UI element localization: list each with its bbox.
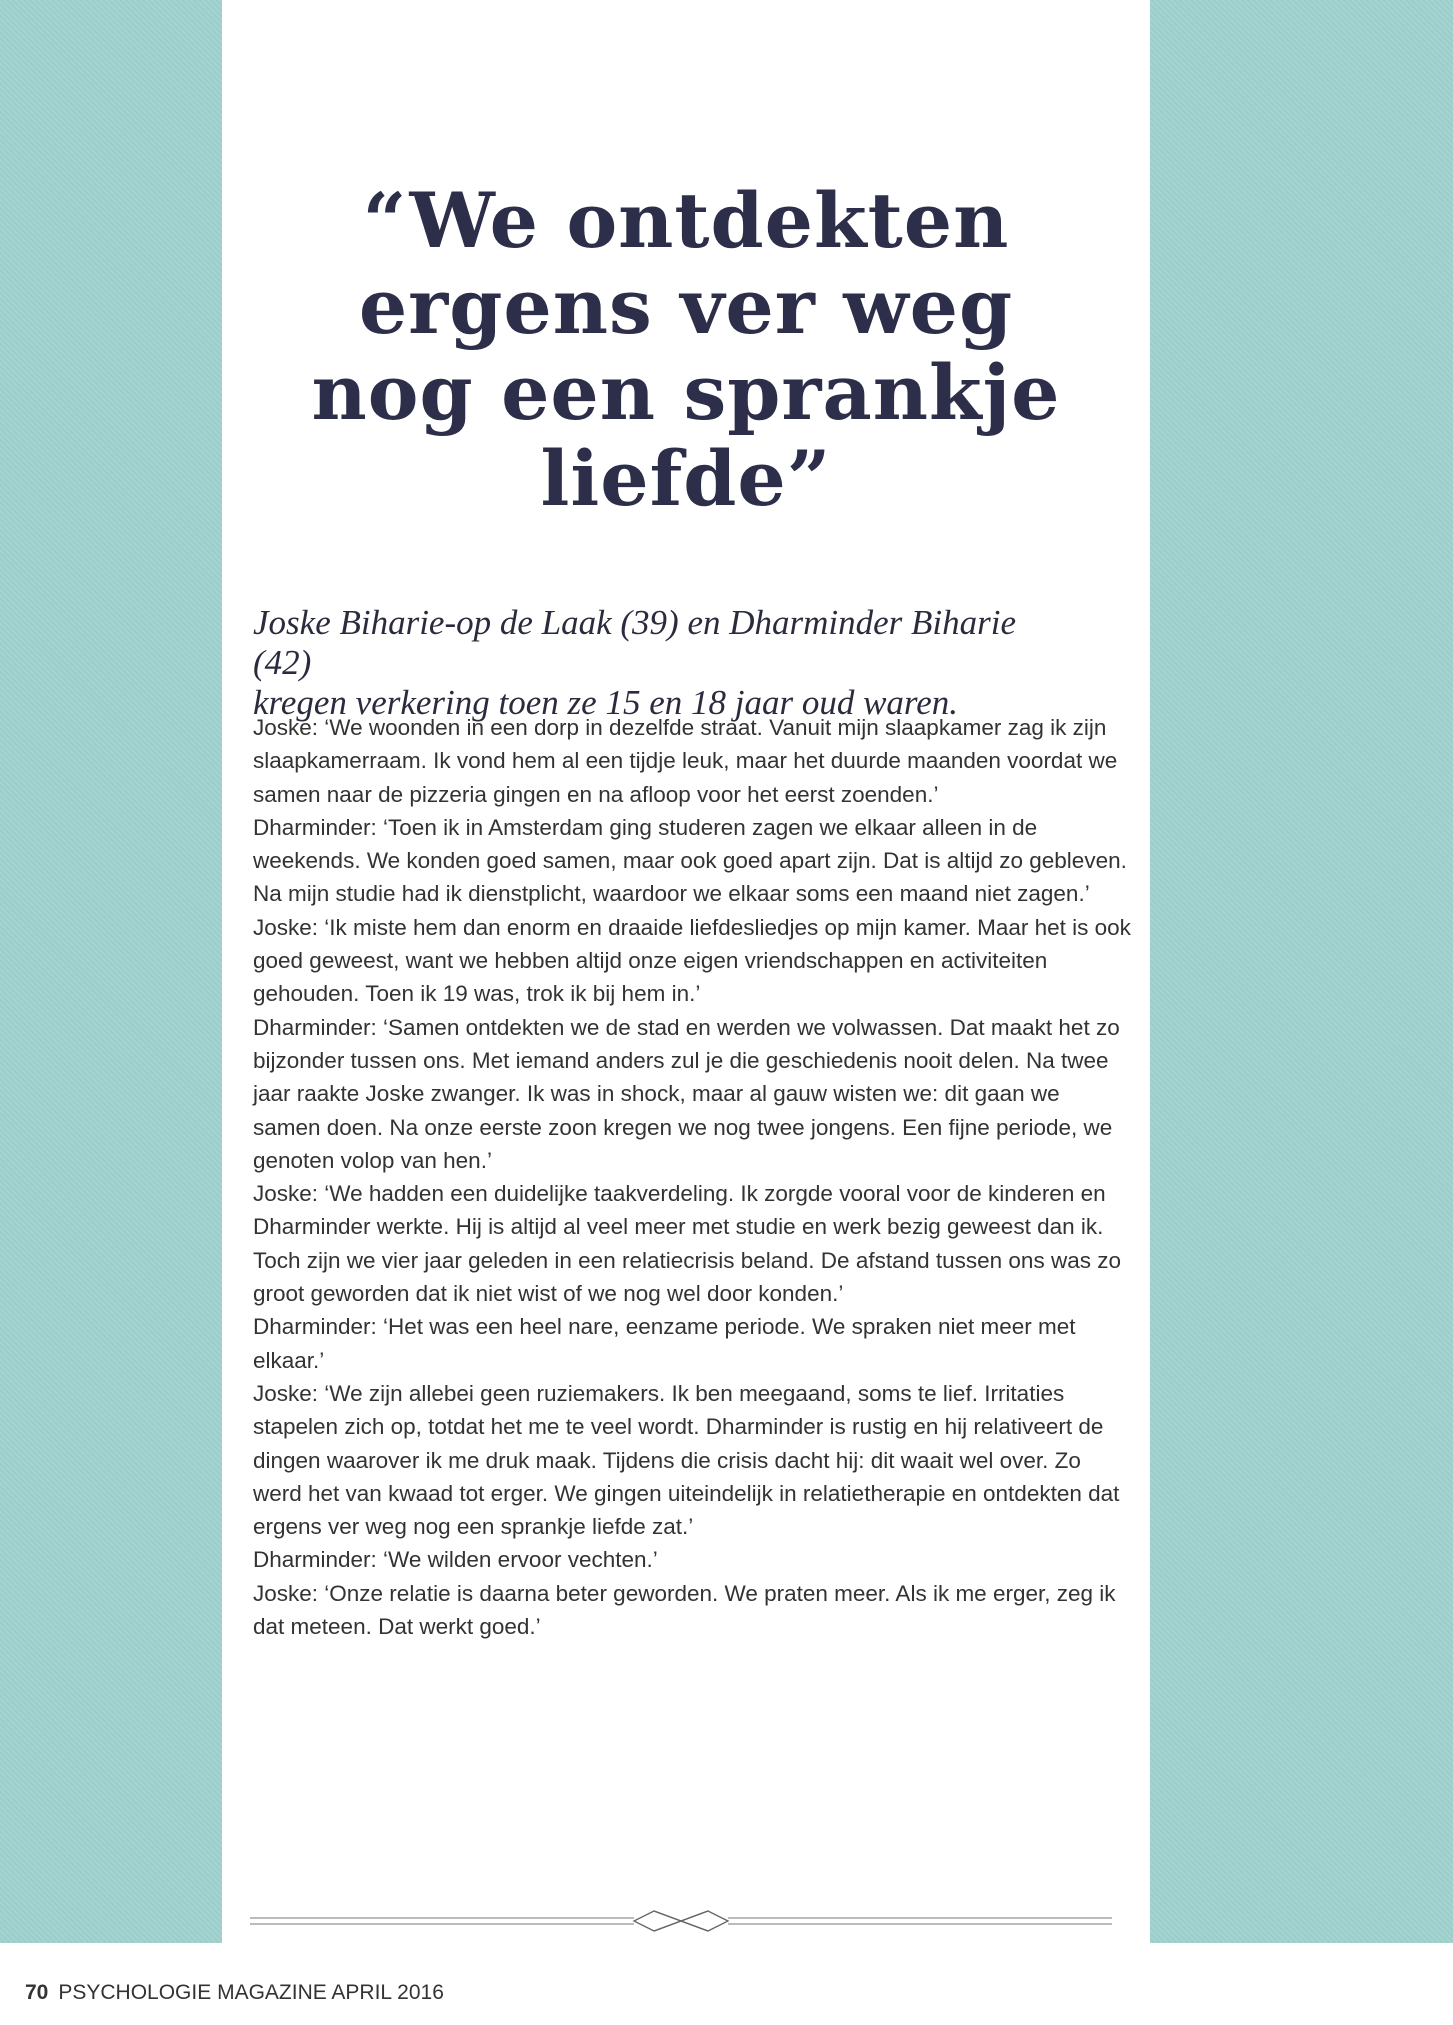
ornament-divider bbox=[250, 1908, 1112, 1934]
body-paragraph: Joske: ‘We zijn allebei geen ruziemakers. Ik ben meegaand, soms te lief. Irritaties stapelen zich op, totdat het me te veel wordt. Dharminder is rustig en hij relativeert de dingen waarover ik me druk maak. Tijdens die crisis dacht hij: dit waait wel over. Zo werd het van kwaad tot erger. We gingen uiteindelijk in relatietherapie en ontdekten dat ergens ver weg nog een sprankje liefde zat.’ bbox=[253, 1380, 1120, 1540]
body-paragraph: Joske: ‘Ik miste hem dan enorm en draaide liefdesliedjes op mijn kamer. Maar het is ook goed geweest, want we hebben altijd onze eigen vriendschappen en activiteiten gehouden. Toen ik 19 was, trok ik bij hem in.’ bbox=[253, 914, 1131, 1007]
body-paragraph: Dharminder: ‘Het was een heel nare, eenzame periode. We spraken niet meer met elkaar.’ bbox=[253, 1314, 1076, 1373]
headline-line: “We ontdekten bbox=[362, 176, 1010, 265]
body-paragraph: Joske: ‘We woonden in een dorp in dezelfde straat. Vanuit mijn slaapkamer zag ik zijn slaapkamerraam. Ik vond hem al een tijdje leuk, maar het duurde maanden voordat we samen naar de pizzeria gingen en na afloop voor het eerst zoenden.’ bbox=[253, 715, 1118, 807]
intro-line: Joske Biharie-op de Laak (39) en Dharminder Biharie (42) bbox=[253, 603, 1017, 682]
headline-line: liefde” bbox=[540, 434, 832, 523]
article-body bbox=[253, 711, 1133, 1643]
body-paragraph: Dharminder: ‘We wilden ervoor vechten.’ bbox=[253, 1547, 658, 1573]
left-teal-band bbox=[0, 0, 222, 1943]
publication-name: PSYCHOLOGIE MAGAZINE APRIL 2016 bbox=[58, 1981, 444, 2004]
body-paragraph: Dharminder: ‘Samen ontdekten we de stad en werden we volwassen. Dat maakt het zo bijzonder tussen ons. Met iemand anders zul je die geschiedenis nooit delen. Na twee jaar raakte Joske zwanger. Ik was in shock, maar al gauw wisten we: dit gaan we samen doen. Na onze eerste zoon kregen we nog twee jongens. Een fijne periode, we genoten volop van hen.’ bbox=[253, 1014, 1120, 1173]
right-teal-band bbox=[1150, 0, 1453, 1943]
body-paragraph: Joske: ‘Onze relatie is daarna beter geworden. We praten meer. Als ik me erger, zeg ik dat meteen. Dat werkt goed.’ bbox=[253, 1580, 1116, 1640]
body-paragraph: Joske: ‘We hadden een duidelijke taakverdeling. Ik zorgde vooral voor de kinderen en Dharminder werkte. Hij is altijd al veel meer met studie en werk bezig geweest dan ik. Toch zijn we vier jaar geleden in een relatiecrisis beland. De afstand tussen ons was zo groot geworden dat ik niet wist of we nog wel door konden.’ bbox=[253, 1181, 1121, 1307]
headline-line: nog een sprankje bbox=[311, 348, 1061, 437]
article-headline bbox=[222, 178, 1150, 522]
headline-line: ergens ver weg bbox=[358, 262, 1014, 351]
page-footer bbox=[25, 1981, 444, 2005]
article-intro bbox=[253, 603, 1083, 723]
intro-line: kregen verkering toen ze 15 en 18 jaar oud waren. bbox=[253, 683, 959, 722]
page-number: 70 bbox=[25, 1981, 49, 2004]
body-paragraph: Dharminder: ‘Toen ik in Amsterdam ging studeren zagen we elkaar alleen in de weekends. We konden goed samen, maar ook goed apart zijn. Dat is altijd zo gebleven. Na mijn studie had ik dienstplicht, waardoor we elkaar soms een maand niet zagen.’ bbox=[253, 814, 1127, 907]
article-page bbox=[222, 0, 1150, 1943]
